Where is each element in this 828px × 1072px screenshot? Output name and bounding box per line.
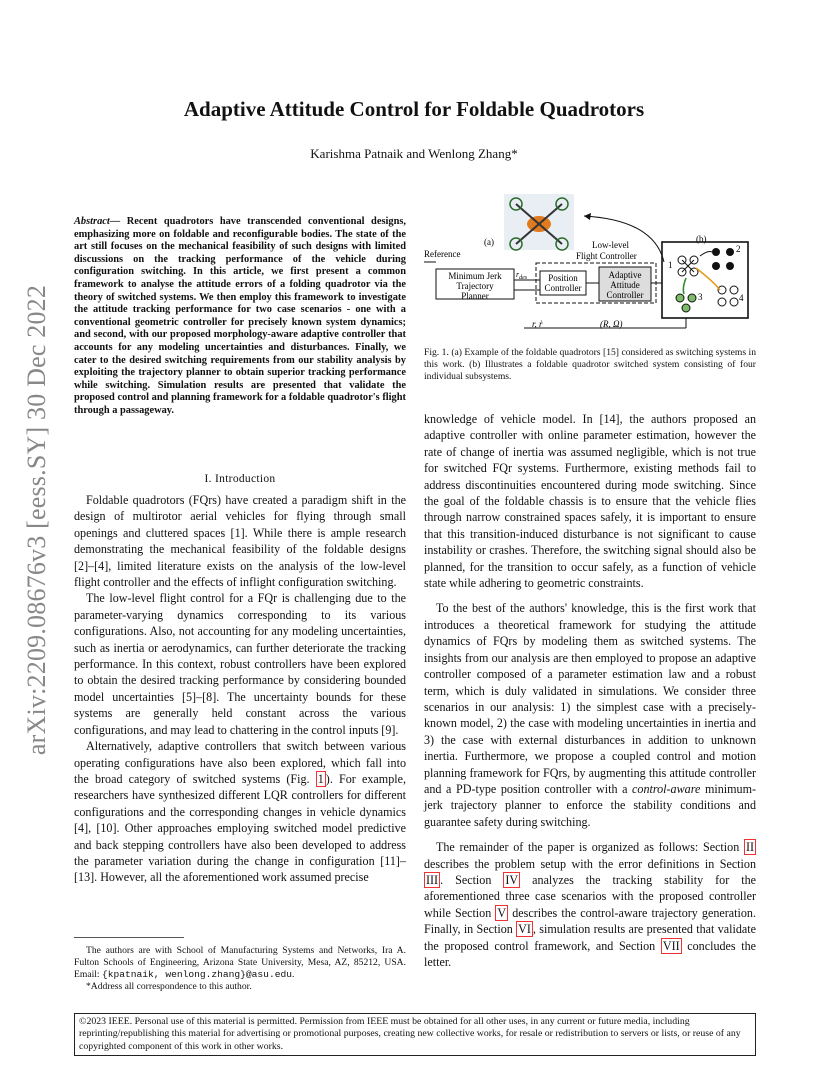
right-p3-text-e: describes the control-aware trajectory generation. Finally, in Section [424,905,756,937]
footnote-email[interactable]: {kpatnaik, wenlong.zhang}@asu.edu [101,969,292,980]
figure-1-caption: Fig. 1. (a) Example of the foldable quadrotors [15] considered as switching systems in this work. (b) Illustrates a foldable quadrotor switched system consisting of four individual subsystems. [424,347,756,382]
section-IV-link[interactable]: IV [505,872,519,887]
section-V-link[interactable]: V [497,905,507,920]
figure-1 [424,190,756,340]
section-heading-introduction: I. Introduction [204,473,276,485]
right-column-body [424,411,756,970]
figure-rdes [516,270,528,281]
section-VI-link[interactable]: VI [518,922,531,937]
right-p2-text-b: minimum-jerk trajectory planner to enforce the stability conditions and guarantee safety during switching. [424,781,756,829]
figure-att-3: Controller [606,290,644,300]
left-column-body [74,492,406,886]
intro-paragraph-2: The low-level flight control for a FQr is challenging due to the parameter-varying dynamics corresponding to its various configurations. Also, not accounting for any modeling uncertainties, such as inertia or aerodynamics, can further deteriorate the tracking performance. In this context, robust controllers have been explored to obtain the desired tracking performance by considering bounded model uncertainties [5]–[8]. The uncertainty bounds for these systems are generally held constant across the various configurations, and may lead to chattering in the control inputs [9]. [74,591,406,737]
right-p2-italic: control-aware [632,781,701,796]
figure-feedback-R: (R, Ω) [600,319,623,329]
figure-transition-orange [696,268,720,290]
abstract [74,216,406,418]
figure-subsystem-1 [678,256,698,276]
figure-arrowhead-upper [584,213,591,220]
copyright-notice: ©2023 IEEE. Personal use of this material is permitted. Permission from IEEE must be obtained for all other uses, in any current or future media, including reprinting/republishing this material for advertising or promotional purposes, creating new collective works, for resale or redistribution to servers or lists, or reuse of any copyrighted component of this work in other works. [74,1013,756,1056]
figure-planner-1: Minimum Jerk [448,271,502,281]
right-p3-text-d: analyzes the tracking stability for the aforementioned three case scenarios with the proposed controller while Section [424,872,756,920]
figure-reference-label: Reference [424,249,461,259]
figure-planner-2: Trajectory [456,281,494,291]
quadrotor-photo [504,194,574,250]
figure-node-2: 2 [736,244,741,254]
figure-subsystem-3 [676,294,696,312]
footnote-affiliation [74,945,406,981]
figure-node-4: 4 [739,293,744,303]
figure-node-3: 3 [698,292,703,302]
arxiv-identifier [20,255,54,785]
right-p2-text-a: To the best of the authors' knowledge, this is the first work that introduces a theoretical framework for studying the attitude dynamics of FQrs by modeling them as switched systems. The insights from our analysis are then employed to propose an adaptive controller composed of a parameter estimation law and a robust term, which is duly validated in simulations. We consider three scenarios in our analysis: 1) the simplest case with a precisely-known model, 2) the case with modeling uncertainties in inertia and 3) the case with external disturbances in addition to unknown inertia. Furthermore, we propose a coupled control and motion planning framework for FQrs, by augmenting this attitude controller and a PD-type position controller with a [424,601,756,796]
footnote [74,945,406,993]
section-II-link[interactable]: II [745,840,754,855]
abstract-text: Recent quadrotors have transcended conventional designs, emphasizing more on foldable and reconfigurable bodies. The state of the art still focuses on the mechanical feasibility of such designs with limited discussions on the tracking performance of the vehicle during configuration switching. In this article, we first present a common framework to analyse the attitude errors of a folding quadrotor via the theory of switched systems. We then employ this framework to investigate the attitude tracking performance for two case scenarios - one with a conventional geometric controller for precisely known system dynamics; and second, with our proposed morphology-aware adaptive controller that accounts for any modeling uncertainties and disturbances. Finally, we cater to the desired switching requirements from our stability analysis by exploiting the trajectory planner to obtain superior tracking performance while switching. Simulation results are presented that validate the proposed control and planning framework for a foldable quadrotor's flight through a passageway. [74,216,406,416]
intro-paragraph-1: Foldable quadrotors (FQrs) have created a paradigm shift in the design of multirotor aerial vehicles for flying through small openings and cluttered spaces [1]. While there is ample research demonstrating the mechanical feasibility of the foldable designs [2]–[4], limited literature exists on the analysis of the low-level flight controller and the effects of inflight configuration switching. [74,493,406,590]
abstract-label: Abstract— [74,216,121,227]
paper-title: Adaptive Attitude Control for Foldable Quadrotors [183,97,645,121]
intro-p3-text-a: Alternatively, adaptive controllers that switch between various operating configurations have also been explored, which fall into the broad category of switched systems (Fig. [74,739,406,786]
footnote-correspondence: *Address all correspondence to this author. [86,981,252,992]
paper-authors: Karishma Patnaik and Wenlong Zhang* [310,146,518,161]
figure-lowlevel-1: Low-level [592,240,629,250]
figure-pos-1: Position [548,273,578,283]
figure-label-a: (a) [484,237,494,247]
right-p3-text-f: , simulation results are presented that validate the proposed control framework, and Section [424,922,756,953]
right-p3-text-c: . Section [440,872,504,887]
section-VII-link[interactable]: VII [662,938,680,953]
section-III-link[interactable]: III [426,872,439,887]
right-paragraph-2 [424,600,756,830]
right-p3-text-g: concludes the letter. [424,938,756,969]
figure-subsystem-4 [718,286,738,306]
figure-1-link[interactable]: 1 [317,771,324,786]
figure-label-b: (b) [696,234,707,244]
right-p3-text-a: The remainder of the paper is organized as follows: Section [436,840,744,855]
figure-att-2: Attitude [610,280,640,290]
footnote-affiliation-end: . [291,969,295,980]
intro-p3-text-b: ). For example, researchers have synthesized different LQR controllers for different configurations and the corresponding changes in vehicle dynamics [4], [10]. Other approaches employing switched model predictive and back stepping controllers have also been developed to address the parameter variation during the change in configuration [11]–[13]. However, all the aforementioned work assumed precise [74,771,406,885]
right-paragraph-1: knowledge of vehicle model. In [14], the authors proposed an adaptive controller with online parameter estimation, however the rate of change of inertia was assumed negligible, which is not true for switched FQr systems. Furthermore, existing methods fail to address discontinuities encountered during mode switching. Since the goal of the foldable chassis is to ensure that the vehicle flies through narrow constrained spaces safely, it is important to ensure that this transition-induced disturbance is not significant to cause instability or crashes. Therefore, the switching signal should also be planned, for the transition to occur safely, as a function of vehicle state while adhering to geometric constraints. [424,412,756,591]
figure-transition-green [683,278,686,294]
footnote-affiliation-text: The authors are with School of Manufacturing Systems and Networks, Ira A. Fulton Schools of Engineering, Arizona State University, Mesa, AZ, 85212, USA. Email: [74,945,406,980]
right-p3-text-b: describes the problem setup with the error definitions in Section [424,856,756,871]
footnote-rule [74,937,184,938]
figure-feedback-r: r, ṙ [532,319,543,329]
right-paragraph-3 [424,839,756,970]
intro-paragraph-3 [74,738,406,886]
figure-node-1: 1 [668,260,673,270]
figure-planner-3: Planner [461,291,489,301]
figure-att-1: Adaptive [608,270,642,280]
figure-rdes-sub: des [519,275,528,281]
figure-transition-black [700,252,712,257]
figure-subsystem-2 [712,248,734,270]
arxiv-id-text: arXiv:2209.08676v3 [eess.SY] 30 Dec 2022 [22,284,51,756]
figure-rdes-r: r [516,270,520,279]
figure-lowlevel-2: Flight Controller [576,251,637,261]
figure-pos-2: Controller [544,283,582,293]
